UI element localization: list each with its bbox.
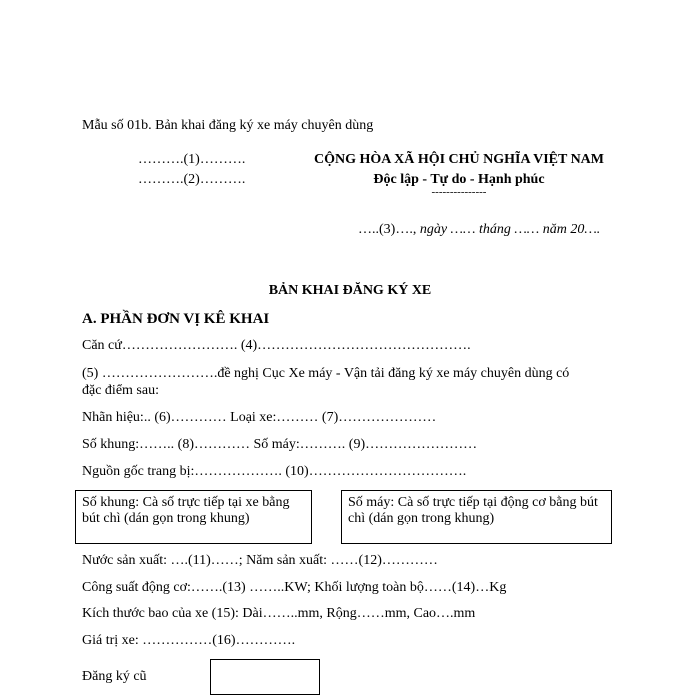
- engine-number-box: [341, 490, 612, 544]
- engine-box-text: Số máy: Cà số trực tiếp tại động cơ bằng bút chì (dán gọn trong khung): [348, 495, 598, 526]
- chassis-engine-line: Số khung:…….. (8)………… Số máy:………. (9)……………………: [82, 437, 478, 452]
- agency-line-1: ……….(1)……….: [138, 152, 246, 167]
- request-line-1: (5) …………………….đề nghị Cục Xe máy - Vận tải đăng ký xe máy chuyên dùng có: [82, 366, 570, 381]
- dimensions-line: Kích thước bao của xe (15): Dài……..mm, Rộng……mm, Cao….mm: [82, 606, 476, 621]
- agency-line-2: ……….(2)……….: [138, 172, 246, 187]
- chassis-number-box: [75, 490, 312, 544]
- form-code: Mẫu số 01b. Bản khai đăng ký xe máy chuyên dùng: [82, 118, 374, 133]
- old-registration-checkbox[interactable]: [210, 659, 320, 695]
- value-line: Giá trị xe: ……………(16)………….: [82, 633, 296, 648]
- brand-type-line: Nhãn hiệu:.. (6)………… Loại xe:……… (7)…………………: [82, 410, 437, 425]
- request-line-2: đặc điểm sau:: [82, 383, 159, 398]
- chassis-box-text: Số khung: Cà số trực tiếp tại xe bằng bút chì (dán gọn trong khung): [82, 495, 290, 526]
- section-a-heading: A. PHẦN ĐƠN VỊ KÊ KHAI: [82, 311, 270, 327]
- can-cu-line: Căn cứ……………………. (4)……………………………………….: [82, 338, 471, 353]
- motto-underline: ---------------: [431, 186, 487, 198]
- date-line: [358, 222, 600, 238]
- manufacture-line: Nước sản xuất: ….(11)……; Năm sản xuất: ……(12)…………: [82, 553, 438, 568]
- country-name: CỘNG HÒA XÃ HỘI CHỦ NGHĨA VIỆT NAM: [313, 152, 604, 167]
- origin-line: Nguồn gốc trang bị:………………. (10)…………………………….: [82, 464, 467, 479]
- old-registration-label: Đăng ký cũ: [82, 669, 147, 684]
- national-motto: Độc lập - Tự do - Hạnh phúc: [373, 172, 545, 187]
- document-title: BẢN KHAI ĐĂNG KÝ XE: [268, 283, 432, 298]
- date-line-place: …..(3)….,: [358, 222, 420, 237]
- power-weight-line: Công suất động cơ:…….(13) ……..KW; Khối lượng toàn bộ……(14)…Kg: [82, 580, 507, 595]
- date-line-date: ngày …… tháng …… năm 20….: [419, 222, 601, 237]
